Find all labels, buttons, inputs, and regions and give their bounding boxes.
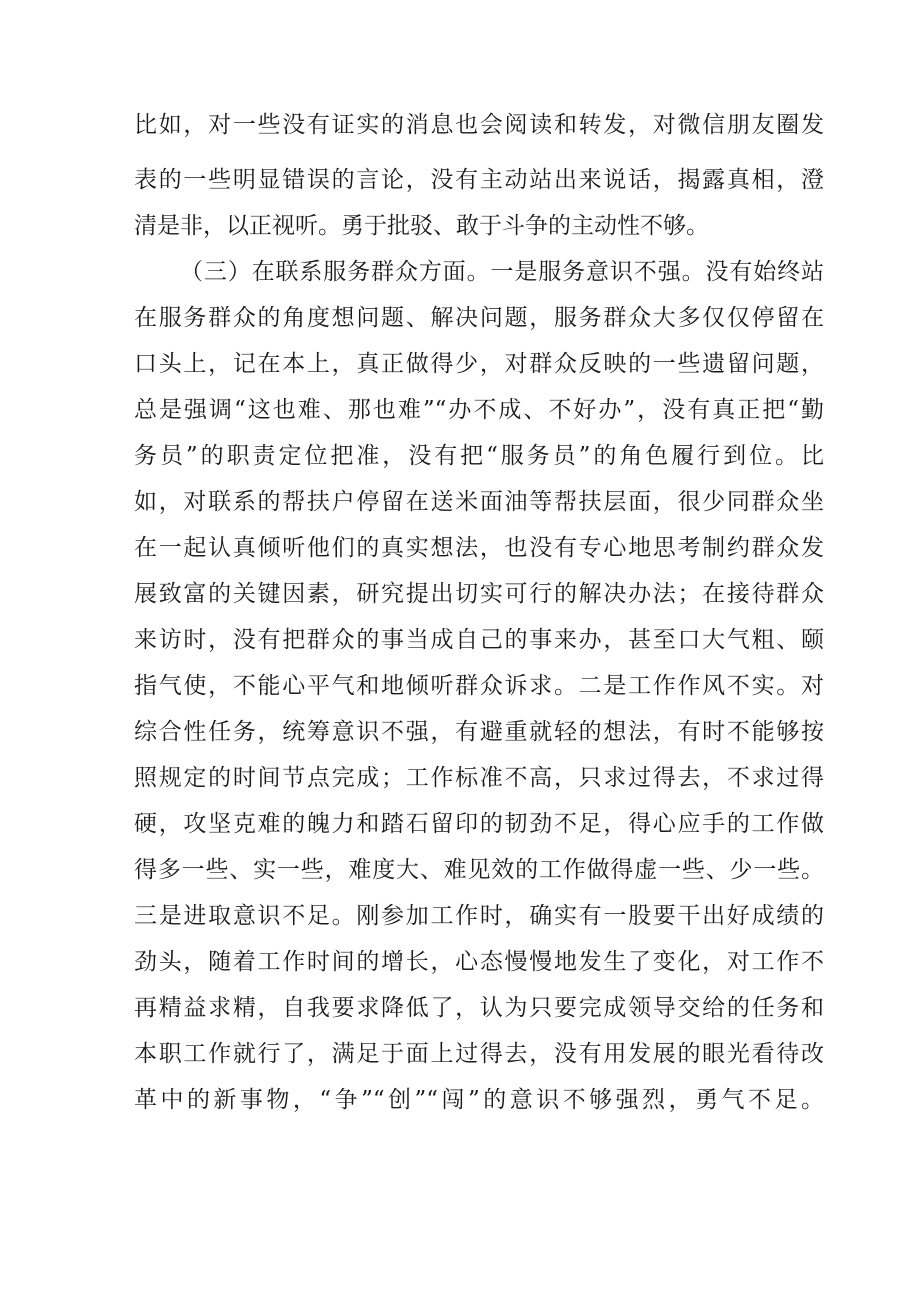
body-text-line: 指气使，不能心平气和地倾听群众诉求。二是工作作风不实。对 — [134, 673, 824, 699]
body-text-line: 革中的新事物，“争”“创”“闯”的意识不够强烈，勇气不足。 — [134, 1087, 824, 1113]
body-text-line: 综合性任务，统筹意识不强，有避重就轻的想法，有时不能够按 — [134, 719, 824, 745]
body-text-line: 清是非，以正视听。勇于批驳、敢于斗争的主动性不够。 — [134, 213, 709, 239]
body-text-line: 表的一些明显错误的言论，没有主动站出来说话，揭露真相，澄 — [134, 167, 824, 193]
body-text-line: 三是进取意识不足。刚参加工作时，确实有一股要干出好成绩的 — [134, 903, 824, 929]
body-text-line: 在一起认真倾听他们的真实想法，也没有专心地思考制约群众发 — [134, 535, 824, 561]
body-text-line: 比如，对一些没有证实的消息也会阅读和转发，对微信朋友圈发 — [134, 112, 824, 138]
body-text-line: 劲头，随着工作时间的增长，心态慢慢地发生了变化，对工作不 — [134, 949, 824, 975]
body-text-line: 展致富的关键因素，研究提出切实可行的解决办法；在接待群众 — [134, 581, 824, 607]
body-text-line: 照规定的时间节点完成；工作标准不高，只求过得去，不求过得 — [134, 765, 824, 791]
body-text-line: 本职工作就行了，满足于面上过得去，没有用发展的眼光看待改 — [134, 1041, 824, 1067]
body-text-line: 如，对联系的帮扶户停留在送米面油等帮扶层面，很少同群众坐 — [134, 489, 824, 515]
body-text-line: 务员”的职责定位把准，没有把“服务员”的角色履行到位。比 — [134, 443, 824, 469]
body-text-line: 总是强调“这也难、那也难”“办不成、不好办”，没有真正把“勤 — [134, 397, 824, 423]
body-text-line: 来访时，没有把群众的事当成自己的事来办，甚至口大气粗、颐 — [134, 627, 824, 653]
body-text-line: 硬，攻坚克难的魄力和踏石留印的韧劲不足，得心应手的工作做 — [134, 811, 824, 837]
body-text-line: 得多一些、实一些，难度大、难见效的工作做得虚一些、少一些。 — [134, 857, 824, 883]
section-heading-line: （三）在联系服务群众方面。一是服务意识不强。没有始终站 — [180, 259, 824, 285]
body-text-line: 再精益求精，自我要求降低了，认为只要完成领导交给的任务和 — [134, 995, 824, 1021]
body-text-line: 在服务群众的角度想问题、解决问题，服务群众大多仅仅停留在 — [134, 305, 824, 331]
body-text-line: 口头上，记在本上，真正做得少，对群众反映的一些遗留问题， — [134, 351, 824, 377]
